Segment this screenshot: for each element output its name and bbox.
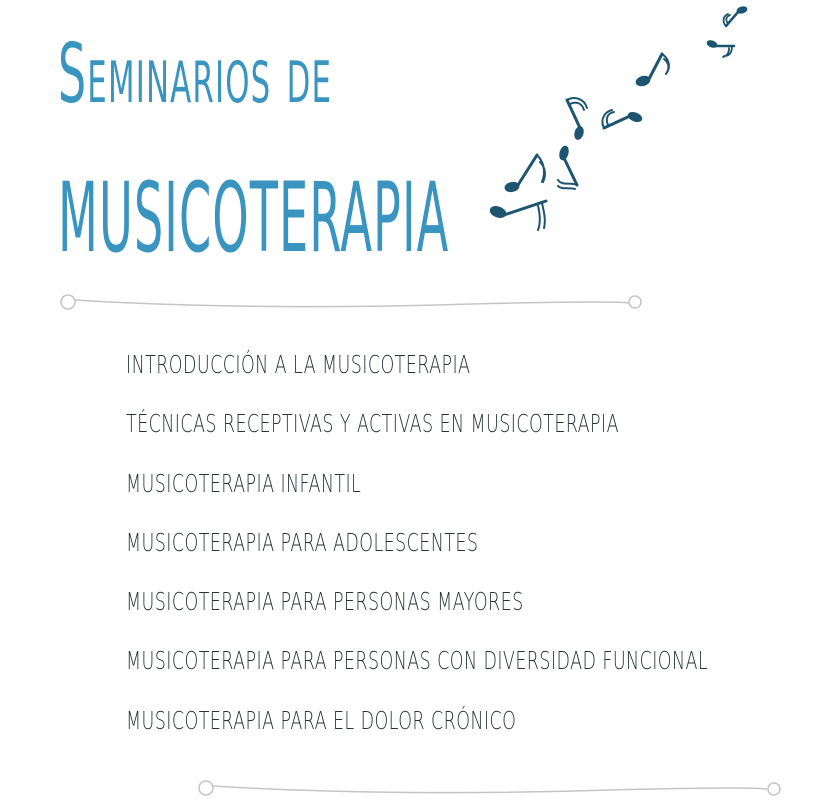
divider-top bbox=[52, 286, 652, 316]
seminar-item bbox=[126, 350, 820, 409]
seminar-item bbox=[126, 409, 820, 468]
seminar-label: TÉCNICAS RECEPTIVAS Y ACTIVAS EN MUSICOTERAPIA bbox=[126, 409, 620, 439]
seminar-label: MUSICOTERAPIA PARA EL DOLOR CRÓNICO bbox=[126, 705, 517, 735]
title-line-2: MUSICOTERAPIA bbox=[58, 162, 450, 274]
title-line-1: Seminarios de bbox=[58, 27, 333, 122]
seminar-label: MUSICOTERAPIA PARA PERSONAS MAYORES bbox=[126, 587, 524, 617]
divider-bottom bbox=[190, 772, 790, 802]
seminar-label: MUSICOTERAPIA INFANTIL bbox=[126, 468, 362, 498]
seminar-item bbox=[126, 706, 820, 765]
seminar-label: MUSICOTERAPIA PARA ADOLESCENTES bbox=[126, 527, 479, 557]
seminar-item bbox=[126, 469, 820, 528]
seminar-item bbox=[126, 528, 820, 587]
seminar-item bbox=[126, 646, 820, 705]
seminar-list bbox=[126, 350, 820, 765]
seminar-label: INTRODUCCIÓN A LA MUSICOTERAPIA bbox=[126, 350, 471, 379]
seminar-item bbox=[126, 587, 820, 646]
music-notes-icon bbox=[480, 0, 760, 240]
seminar-label: MUSICOTERAPIA PARA PERSONAS CON DIVERSIDAD FUNCIONAL bbox=[126, 646, 709, 676]
